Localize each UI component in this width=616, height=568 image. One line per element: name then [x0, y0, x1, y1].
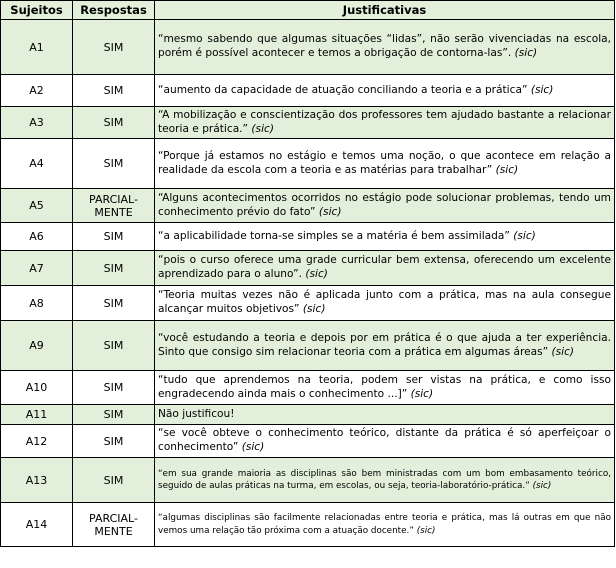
table-row — [1, 425, 615, 458]
justificativa-cell — [155, 405, 615, 425]
table-row — [1, 223, 615, 251]
sic-mark: (sic) — [532, 481, 552, 491]
justificativa-cell — [155, 75, 615, 107]
sujeito-cell: A3 — [1, 107, 73, 139]
resposta-cell: SIM — [73, 75, 155, 107]
header-justificativas: Justificativas — [155, 1, 615, 20]
justificativa-cell — [155, 371, 615, 405]
justificativa-text: “pois o curso oferece uma grade curricular bem extensa, oferecendo um excelente aprendizado para o aluno”. — [158, 254, 611, 280]
justificativa-text: “Alguns acontecimentos ocorridos no estágio pode solucionar problemas, tendo um conhecimento prévio do fato” — [158, 191, 611, 218]
sujeito-cell: A14 — [1, 503, 73, 547]
sic-mark: (sic) — [514, 47, 538, 59]
table-row — [1, 107, 615, 139]
resposta-cell: SIM — [73, 223, 155, 251]
resposta-cell: SIM — [73, 425, 155, 458]
header-sujeitos: Sujeitos — [1, 1, 73, 20]
table-row — [1, 371, 615, 405]
sujeito-cell: A13 — [1, 458, 73, 503]
justificativa-text: “tudo que aprendemos na teoria, podem ser vistas na prática, e como isso engradecendo ainda mais o conhecimento ...]” — [158, 373, 611, 400]
table-row — [1, 251, 615, 286]
justificativa-text: “algumas disciplinas são facilmente relacionadas entre teoria e prática, mas lá outras em que não vemos uma relação tão próxima com a atuação docente.” — [158, 513, 611, 536]
sic-mark: (sic) — [416, 525, 436, 536]
resposta-cell: SIM — [73, 321, 155, 371]
justificativa-text: “mesmo sabendo que algumas situações “lidas”, não serão vivenciadas na escola, porém é possível acontecer e temos a obrigação de contorna-las”. — [158, 33, 611, 59]
sujeito-cell: A11 — [1, 405, 73, 425]
justificativa-text: “aumento da capacidade de atuação conciliando a teoria e a prática” — [158, 83, 528, 96]
sujeito-cell: A1 — [1, 20, 73, 75]
justificativa-text: “Porque já estamos no estágio e temos uma noção, o que acontece em relação a realidade da escola com a teoria e as matérias para trabalhar” — [158, 149, 611, 176]
resposta-cell: SIM — [73, 251, 155, 286]
resposta-cell: SIM — [73, 20, 155, 75]
justificativa-text: “Teoria muitas vezes não é aplicada junto com a prática, mas na aula consegue alcançar muitos objetivos” — [158, 289, 611, 315]
sujeito-cell: A8 — [1, 286, 73, 321]
resposta-cell: SIM — [73, 107, 155, 139]
table-row — [1, 458, 615, 503]
justificativa-cell — [155, 20, 615, 75]
justificativa-text: “em sua grande maioria as disciplinas são bem ministradas com um bom embasamento teórico, seguido de aulas práticas na turma, em escolas, ou seja, teoria-laboratório-prática.” — [158, 468, 611, 491]
justificativa-cell — [155, 286, 615, 321]
sic-mark: (sic) — [513, 229, 536, 242]
sujeito-cell: A7 — [1, 251, 73, 286]
justificativa-cell — [155, 321, 615, 371]
justificativa-cell — [155, 107, 615, 139]
table-row — [1, 405, 615, 425]
sic-mark: (sic) — [530, 83, 554, 96]
justificativa-cell — [155, 458, 615, 503]
header-respostas: Respostas — [73, 1, 155, 20]
sujeito-cell: A10 — [1, 371, 73, 405]
sujeito-cell: A6 — [1, 223, 73, 251]
table-row — [1, 189, 615, 223]
resposta-cell: SIM — [73, 286, 155, 321]
sic-mark: (sic) — [410, 387, 434, 400]
table-row — [1, 286, 615, 321]
sic-mark: (sic) — [305, 268, 328, 280]
sic-mark: (sic) — [302, 303, 326, 315]
justificativa-text: Não justificou! — [158, 407, 235, 420]
table-row — [1, 20, 615, 75]
sic-mark: (sic) — [241, 441, 265, 453]
table-row — [1, 321, 615, 371]
justificativa-cell — [155, 251, 615, 286]
sujeito-cell: A9 — [1, 321, 73, 371]
table-row — [1, 503, 615, 547]
justificativa-text: “se você obteve o conhecimento teórico, distante da prática é só aperfeiçoar o conhecimento” — [158, 427, 611, 453]
justificativa-text: “A mobilização e conscientização dos professores tem ajudado bastante a relacionar teoria e prática.” — [158, 108, 611, 135]
justificativa-text: “a aplicabilidade torna-se simples se a matéria é bem assimilada” — [158, 229, 510, 242]
justificativa-text: “você estudando a teoria e depois por em prática é o que ajuda a ter experiência. Sinto que consigo sim relacionar teoria com a prática em algumas áreas” — [158, 331, 611, 358]
justificativa-cell — [155, 425, 615, 458]
sic-mark: (sic) — [251, 122, 274, 135]
sujeito-cell: A12 — [1, 425, 73, 458]
resposta-cell: PARCIAL- MENTE — [73, 189, 155, 223]
justificativa-cell — [155, 223, 615, 251]
sic-mark: (sic) — [551, 345, 575, 358]
sujeito-cell: A5 — [1, 189, 73, 223]
resposta-cell: SIM — [73, 405, 155, 425]
table-row — [1, 75, 615, 107]
justificativa-cell — [155, 189, 615, 223]
resposta-cell: SIM — [73, 458, 155, 503]
resposta-cell: PARCIAL- MENTE — [73, 503, 155, 547]
sic-mark: (sic) — [318, 205, 342, 218]
justificativa-cell — [155, 503, 615, 547]
justificativa-cell — [155, 139, 615, 189]
sujeito-cell: A4 — [1, 139, 73, 189]
header-row — [1, 1, 615, 20]
sujeito-cell: A2 — [1, 75, 73, 107]
resposta-cell: SIM — [73, 139, 155, 189]
sic-mark: (sic) — [495, 163, 519, 176]
table-row — [1, 139, 615, 189]
resposta-cell: SIM — [73, 371, 155, 405]
